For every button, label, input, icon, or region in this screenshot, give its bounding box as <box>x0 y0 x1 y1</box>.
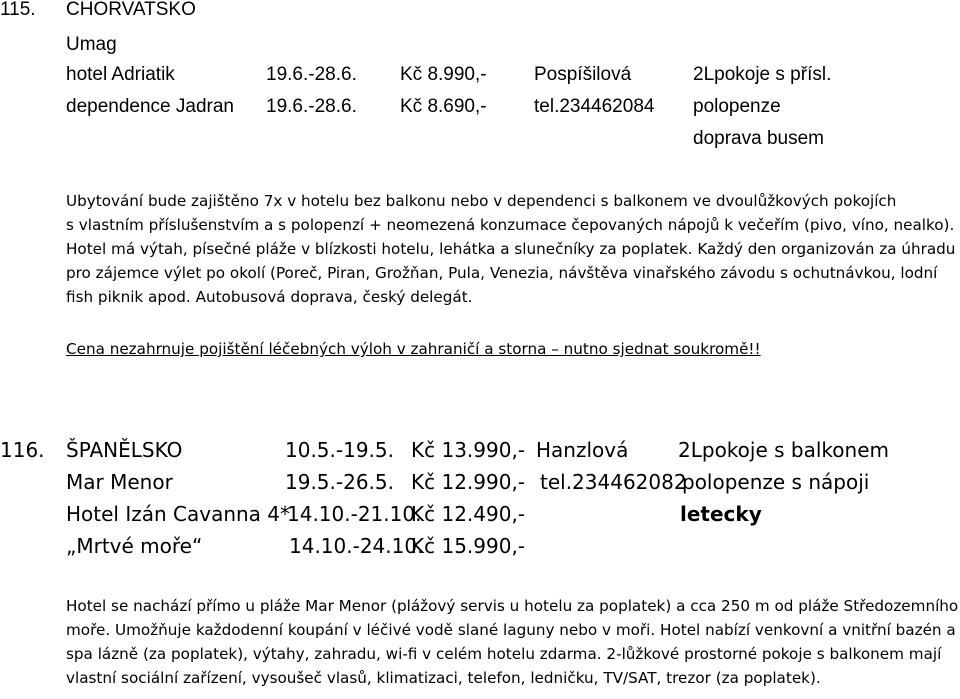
description-line: moře. Umožňuje každodenní koupání v léčivé vodě slané laguny nebo v moři. Hotel nabízí venkovní a vnitřní bazén a <box>66 621 956 639</box>
hotel-name: dependence Jadran <box>66 96 234 117</box>
stay-dates: 10.5.-19.5. <box>285 438 394 462</box>
description-line: spa lázně (za poplatek), výtahy, zahradu, wi-fi v celém hotelu zdarma. 2-lůžkové prostorné pokoje s balkonem mají <box>66 645 942 663</box>
description-line: vlastní sociální zařízení, vysoušeč vlasů, klimatizaci, telefon, ledničku, TV/SAT, trezor (za poplatek). <box>66 669 821 687</box>
description-line: Ubytování bude zajištěno 7x v hotelu bez balkonu nebo v dependenci s balkonem ve dvoulůžkových pokojích <box>66 192 897 210</box>
location-name: Mar Menor <box>66 470 173 494</box>
contact-person: Pospíšilová <box>534 64 632 85</box>
country-title: ŠPANĚLSKO <box>66 438 183 462</box>
contact-phone: tel.234462084 <box>534 96 655 117</box>
offer-number: 116. <box>0 438 45 462</box>
description-line: Hotel se nachází přímo u pláže Mar Menor (plážový servis u hotelu za poplatek) a cca 250 m od pláže Středozemního <box>66 597 959 615</box>
board-info: polopenze <box>693 96 781 117</box>
transport-info: letecky <box>680 502 762 526</box>
room-info: 2Lpokoje s balkonem <box>678 438 889 462</box>
stay-dates: 19.6.-28.6. <box>266 96 357 117</box>
board-info: polopenze s nápoji <box>682 470 870 494</box>
price: Kč 13.990,- <box>411 438 526 462</box>
description-line: fish piknik apod. Autobusová doprava, český delegát. <box>66 288 473 306</box>
price: Kč 8.690,- <box>400 96 487 117</box>
stay-dates: 14.10.-21.10. <box>287 502 422 526</box>
city-name: Umag <box>66 34 117 55</box>
room-info: 2Lpokoje s přísl. <box>693 64 832 85</box>
offer-number: 115. <box>0 0 36 20</box>
stay-dates: 19.6.-28.6. <box>266 64 357 85</box>
price: Kč 15.990,- <box>411 534 526 558</box>
description-line: pro zájemce výlet po okolí (Poreč, Piran, Grožňan, Pula, Venezia, návštěva vinařského závodu s ochutnávkou, lodní <box>66 264 938 282</box>
description-line: s vlastním příslušenstvím a s polopenzí + neomezená konzumace čepovaných nápojů k večeřím (pivo, víno, nealko). <box>66 216 955 234</box>
description-line: Hotel má výtah, písečné pláže v blízkosti hotelu, lehátka a slunečníky za poplatek. Každý den organizován za úhradu <box>66 240 956 258</box>
insurance-note: Cena nezahrnuje pojištění léčebných výloh v zahraničí a storna – nutno sjednat soukromě!! <box>66 340 761 358</box>
country-title: CHORVATSKO <box>66 0 196 20</box>
hotel-name: hotel Adriatik <box>66 64 175 85</box>
contact-phone: tel.234462082 <box>540 470 687 494</box>
price: Kč 12.990,- <box>411 470 526 494</box>
location-name: „Mrtvé moře“ <box>66 534 203 558</box>
stay-dates: 19.5.-26.5. <box>285 470 394 494</box>
price: Kč 12.490,- <box>411 502 526 526</box>
transport-info: doprava busem <box>693 128 824 149</box>
contact-person: Hanzlová <box>536 438 629 462</box>
hotel-name: Hotel Izán Cavanna 4* <box>66 502 291 526</box>
price: Kč 8.990,- <box>400 64 487 85</box>
stay-dates: 14.10.-24.10. <box>289 534 424 558</box>
